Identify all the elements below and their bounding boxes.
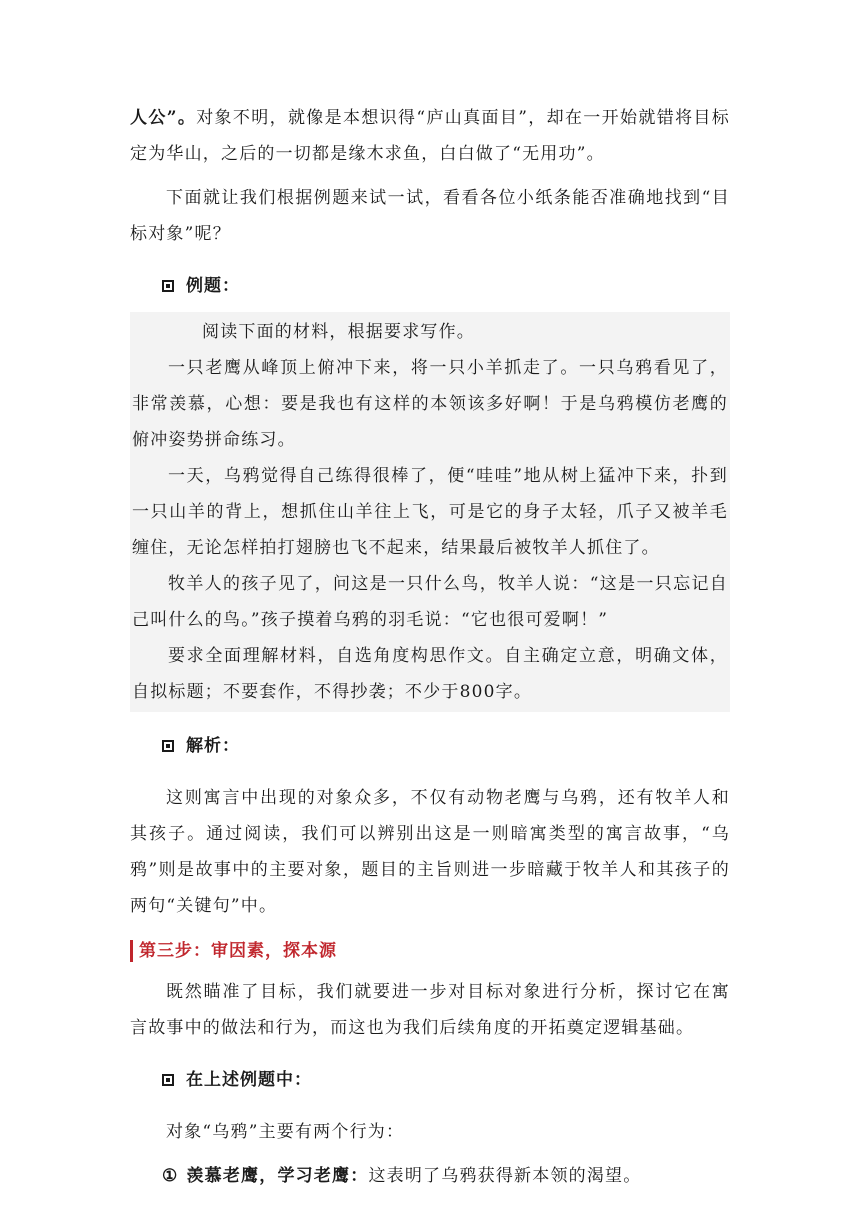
example-instruction: 阅读下面的材料，根据要求写作。	[202, 322, 475, 342]
item-1-bold: 羡慕老鹰，学习老鹰：	[186, 1166, 369, 1186]
analysis-heading-label: 解析：	[186, 736, 240, 756]
square-bullet-icon	[162, 1074, 174, 1086]
intro-text: 对象不明，就像是本想识得“庐山真面目”，却在一开始就错将目标定为华山，之后的一切都是缘木求鱼，白白做了“无用功”。	[130, 108, 730, 164]
example-paragraph-2: 一天，乌鸦觉得自己练得很棒了，便“哇哇”地从树上猛冲下来，扑到一只山羊的背上，想抓住山羊往上飞，可是它的身子太轻，爪子又被羊毛缠住，无论怎样拍打翅膀也飞不起来，结果最后被牧羊人抓住了。	[132, 466, 728, 558]
square-bullet-icon	[162, 280, 174, 292]
intro-bold-lead: 人公”。	[130, 108, 197, 128]
analysis-heading	[130, 728, 730, 764]
list-item-1	[130, 1158, 730, 1194]
example-paragraph-3: 牧羊人的孩子见了，问这是一只什么鸟，牧羊人说：“这是一只忘记自己叫什么的鸟。”孩子摸着乌鸦的羽毛说：“它也很可爱啊！”	[132, 574, 728, 630]
intro-paragraph-2: 下面就让我们根据例题来试一试，看看各位小纸条能否准确地找到“目标对象”呢？	[130, 188, 730, 244]
example-requirement: 要求全面理解材料，自选角度构思作文。自主确定立意，明确文体，自拟标题；不要套作，不得抄袭；不少于800字。	[132, 646, 728, 702]
example-heading-label: 例题：	[186, 276, 240, 296]
item-number: ①	[162, 1166, 179, 1186]
example-box	[130, 312, 730, 712]
example-paragraph-1: 一只老鹰从峰顶上俯冲下来，将一只小羊抓走了。一只乌鸦看见了，非常羡慕，心想：要是我也有这样的本领该多好啊！于是乌鸦模仿老鹰的俯冲姿势拼命练习。	[132, 358, 728, 450]
step-3-heading	[130, 936, 730, 966]
step-3-text: 既然瞄准了目标，我们就要进一步对目标对象进行分析，探讨它在寓言故事中的做法和行为，而这也为我们后续角度的开拓奠定逻辑基础。	[130, 982, 730, 1038]
document-page	[130, 100, 730, 1194]
step-3-title: 第三步：审因素，探本源	[139, 941, 337, 961]
in-example-heading	[130, 1062, 730, 1098]
item-1-text: 这表明了乌鸦获得新本领的渴望。	[368, 1166, 642, 1186]
example-heading	[130, 268, 730, 304]
in-example-text: 对象“乌鸦”主要有两个行为：	[166, 1122, 405, 1142]
square-bullet-icon	[162, 740, 174, 752]
intro-paragraph-1	[130, 100, 730, 172]
analysis-text: 这则寓言中出现的对象众多，不仅有动物老鹰与乌鸦，还有牧羊人和其孩子。通过阅读，我们可以辨别出这是一则暗寓类型的寓言故事，“乌鸦”则是故事中的主要对象，题目的主旨则进一步暗藏于牧羊人和其孩子的两句“关键句”中。	[130, 788, 730, 916]
in-example-heading-label: 在上述例题中：	[186, 1070, 312, 1090]
red-bar-icon	[130, 940, 133, 962]
